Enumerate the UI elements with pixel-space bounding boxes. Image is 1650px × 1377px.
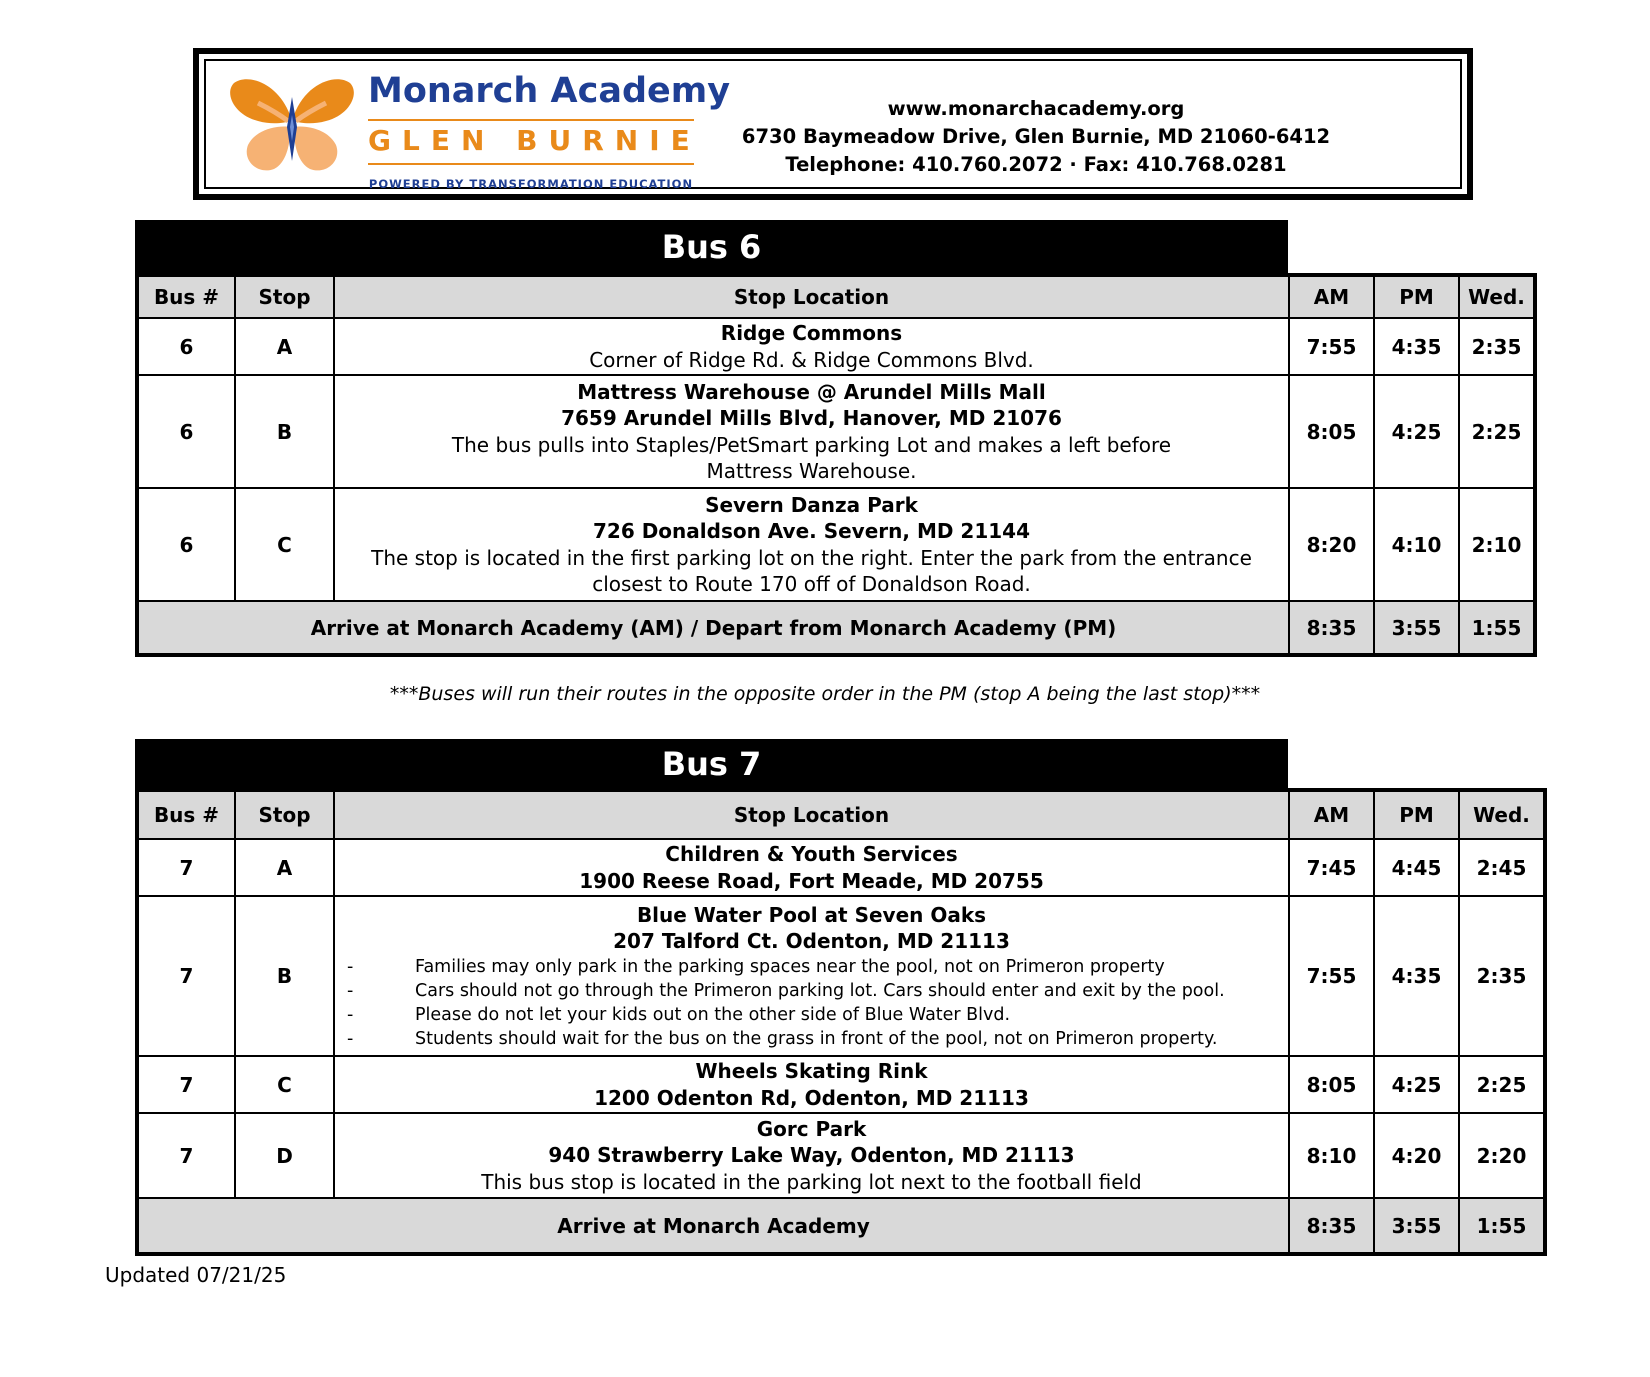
- stop-note: The bus pulls into Staples/PetSmart parking Lot and makes a left before: [451, 432, 1172, 457]
- table-row: [137, 896, 1545, 1056]
- wed-time: 2:25: [1459, 375, 1535, 488]
- wed-time: 1:55: [1459, 601, 1535, 655]
- arrival-row: [137, 601, 1535, 655]
- stop-letter: C: [235, 1056, 334, 1113]
- col-location: Stop Location: [334, 275, 1289, 318]
- stop-name: Wheels Skating Rink: [695, 1059, 928, 1083]
- list-item: - Students should wait for the bus on the grass in front of the pool, not on Primeron property.: [347, 1027, 1288, 1051]
- arrival-label: Arrive at Monarch Academy (AM) / Depart from Monarch Academy (PM): [137, 601, 1289, 655]
- list-item: - Families may only park in the parking spaces near the pool, not on Primeron property: [347, 955, 1288, 979]
- wed-time: 2:45: [1459, 839, 1545, 896]
- campus-name: GLEN BURNIE: [368, 124, 701, 157]
- stop-letter: C: [235, 488, 334, 601]
- table-row: [137, 1056, 1545, 1113]
- phone-fax: Telephone: 410.760.2072 · Fax: 410.768.0281: [785, 153, 1287, 176]
- stop-note: closest to Route 170 off of Donaldson Road.: [592, 572, 1031, 596]
- col-am: AM: [1289, 275, 1374, 318]
- am-time: 8:10: [1289, 1113, 1374, 1198]
- col-stop: Stop: [235, 275, 334, 318]
- bus-number: 7: [137, 839, 235, 896]
- am-time: 7:55: [1289, 896, 1374, 1056]
- list-item: - Cars should not go through the Primeron parking lot. Cars should enter and exit by the pool.: [347, 979, 1288, 1003]
- bus7-title: Bus 7: [135, 739, 1288, 790]
- pm-time: 4:45: [1374, 839, 1459, 896]
- wed-time: 1:55: [1459, 1198, 1545, 1254]
- am-time: 8:35: [1289, 1198, 1374, 1254]
- pm-time: 4:35: [1374, 896, 1459, 1056]
- stop-name: Mattress Warehouse @ Arundel Mills Mall: [577, 379, 1046, 404]
- col-pm: PM: [1374, 275, 1459, 318]
- bus6-header-row: [137, 275, 1535, 318]
- stop-name: Blue Water Pool at Seven Oaks: [636, 902, 987, 927]
- butterfly-logo-icon: [228, 75, 356, 179]
- am-time: 8:35: [1289, 601, 1374, 655]
- wed-time: 2:10: [1459, 488, 1535, 601]
- table-row: [137, 318, 1535, 375]
- stop-location: [334, 1056, 1289, 1113]
- col-am: AM: [1289, 790, 1374, 839]
- contact-block: [736, 95, 1336, 179]
- col-pm: PM: [1374, 790, 1459, 839]
- stop-address: 940 Strawberry Lake Way, Odenton, MD 21113: [548, 1143, 1075, 1168]
- stop-note: This bus stop is located in the parking lot next to the football field: [481, 1169, 1142, 1194]
- bus-number: 7: [137, 1113, 235, 1198]
- stop-note: Mattress Warehouse.: [706, 459, 917, 483]
- table-row: [137, 1113, 1545, 1198]
- bus6-title: Bus 6: [135, 220, 1288, 275]
- am-time: 8:05: [1289, 375, 1374, 488]
- pm-time: 4:25: [1374, 375, 1459, 488]
- wed-time: 2:35: [1459, 318, 1535, 375]
- bus-number: 6: [137, 488, 235, 601]
- bus7-table: [135, 788, 1547, 1256]
- stop-name: Ridge Commons: [720, 321, 903, 345]
- brand-rule-top: [368, 119, 694, 121]
- col-location: Stop Location: [334, 790, 1289, 839]
- stop-letter: A: [235, 839, 334, 896]
- stop-name: Severn Danza Park: [705, 492, 918, 517]
- bus-number: 7: [137, 1056, 235, 1113]
- col-stop: Stop: [235, 790, 334, 839]
- stop-note: Corner of Ridge Rd. & Ridge Commons Blvd.: [589, 347, 1034, 372]
- school-logo: [228, 69, 731, 191]
- am-time: 7:55: [1289, 318, 1374, 375]
- route-order-note: ***Buses will run their routes in the opposite order in the PM (stop A being the last stop)***: [389, 683, 1261, 705]
- pm-time: 3:55: [1374, 1198, 1459, 1254]
- wed-time: 2:25: [1459, 1056, 1545, 1113]
- wed-time: 2:20: [1459, 1113, 1545, 1198]
- stop-location: [334, 1113, 1289, 1198]
- stop-location: [334, 318, 1289, 375]
- stop-address: 1200 Odenton Rd, Odenton, MD 21113: [594, 1085, 1029, 1110]
- stop-instructions: [335, 955, 1288, 1051]
- pm-time: 4:20: [1374, 1113, 1459, 1198]
- col-bus: Bus #: [137, 275, 235, 318]
- am-time: 8:05: [1289, 1056, 1374, 1113]
- col-bus: Bus #: [137, 790, 235, 839]
- school-name: Monarch Academy: [368, 71, 731, 111]
- am-time: 8:20: [1289, 488, 1374, 601]
- list-item: - Please do not let your kids out on the other side of Blue Water Blvd.: [347, 1003, 1288, 1027]
- stop-name: Gorc Park: [756, 1116, 867, 1141]
- col-wed: Wed.: [1459, 790, 1545, 839]
- bus-number: 7: [137, 896, 235, 1056]
- stop-location: [334, 896, 1289, 1056]
- stop-name: Children & Youth Services: [665, 842, 958, 866]
- am-time: 7:45: [1289, 839, 1374, 896]
- stop-letter: B: [235, 375, 334, 488]
- wed-time: 2:35: [1459, 896, 1545, 1056]
- stop-letter: A: [235, 318, 334, 375]
- school-address: 6730 Baymeadow Drive, Glen Burnie, MD 21060-6412: [741, 125, 1331, 148]
- letterhead: [193, 48, 1473, 200]
- stop-address: 7659 Arundel Mills Blvd, Hanover, MD 21076: [561, 406, 1062, 430]
- brand-block: [368, 69, 731, 191]
- school-tagline: POWERED BY TRANSFORMATION EDUCATION: [368, 177, 694, 191]
- arrival-label: Arrive at Monarch Academy: [137, 1198, 1289, 1254]
- bus-number: 6: [137, 318, 235, 375]
- table-row: [137, 839, 1545, 896]
- stop-address: 726 Donaldson Ave. Severn, MD 21144: [592, 519, 1030, 543]
- stop-location: [334, 375, 1289, 488]
- pm-time: 4:10: [1374, 488, 1459, 601]
- arrival-row: [137, 1198, 1545, 1254]
- stop-address: 207 Talford Ct. Odenton, MD 21113: [613, 929, 1010, 953]
- website-link[interactable]: www.monarchacademy.org: [887, 97, 1185, 120]
- stop-location: [334, 839, 1289, 896]
- col-wed: Wed.: [1459, 275, 1535, 318]
- bus-number: 6: [137, 375, 235, 488]
- stop-letter: B: [235, 896, 334, 1056]
- stop-address: 1900 Reese Road, Fort Meade, MD 20755: [579, 868, 1044, 893]
- bus7-header-row: [137, 790, 1545, 839]
- brand-rule-bottom: [368, 163, 694, 165]
- stop-note: The stop is located in the first parking lot on the right. Enter the park from the entrance: [371, 545, 1252, 570]
- stop-letter: D: [235, 1113, 334, 1198]
- letterhead-inner: [204, 59, 1462, 189]
- updated-date: Updated 07/21/25: [105, 1263, 287, 1287]
- pm-time: 4:25: [1374, 1056, 1459, 1113]
- table-row: [137, 488, 1535, 601]
- bus6-table: [135, 273, 1537, 657]
- stop-location: [334, 488, 1289, 601]
- table-row: [137, 375, 1535, 488]
- pm-time: 4:35: [1374, 318, 1459, 375]
- pm-time: 3:55: [1374, 601, 1459, 655]
